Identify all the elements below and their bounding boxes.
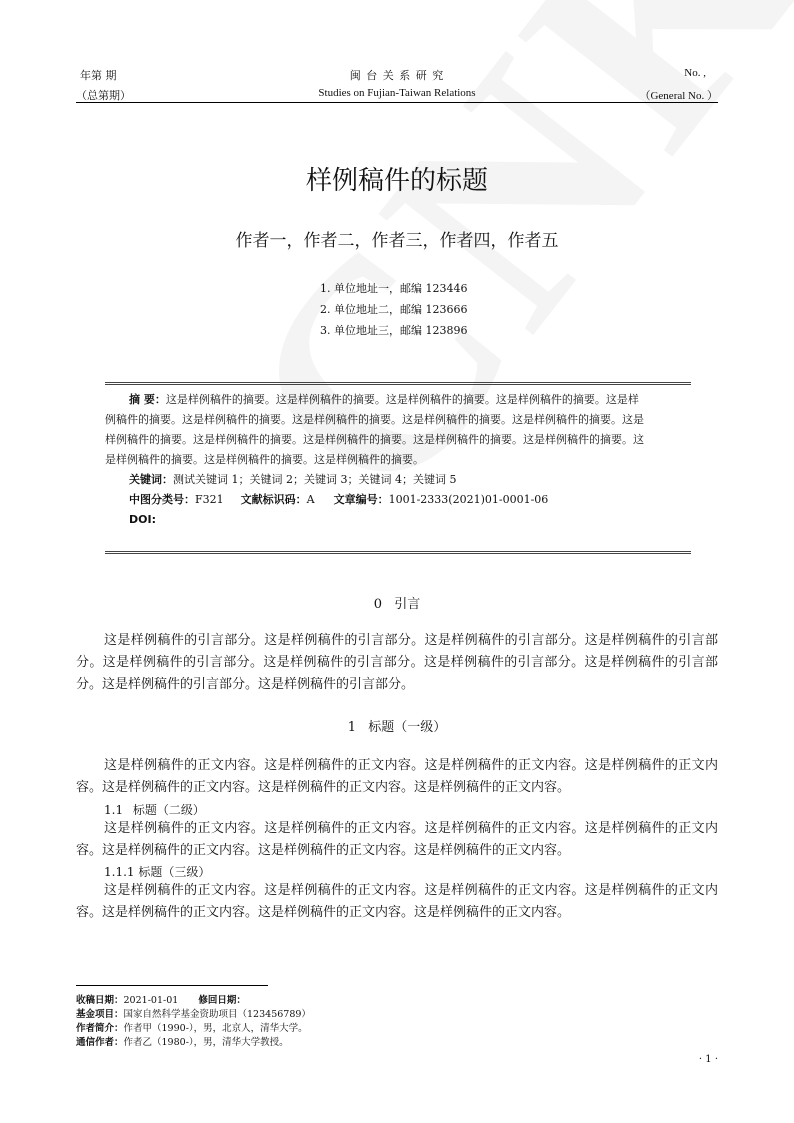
- footnote-bio: [76, 1020, 308, 1034]
- intro-paragraph: 这是样例稿件的引言部分。这是样例稿件的引言部分。这是样例稿件的引言部分。这是样例稿件的引言部分。这是样例稿件的引言部分。这是样例稿件的引言部分。这是样例稿件的引言部分。这是样例稿件的引言部分。这是样例稿件的引言部分。这是样例稿件的引言部分。: [76, 633, 718, 692]
- header-number: No. ,: [684, 67, 706, 79]
- received-label: 收稿日期：: [76, 995, 124, 1006]
- footnote-rule: [76, 985, 268, 986]
- affiliation-3: 3. 单位地址三，邮编 123896: [320, 324, 468, 337]
- subsection-heading-1-1-1: 1.1.1 标题（三级）: [104, 865, 211, 879]
- section-heading-intro: 0 引言: [373, 597, 421, 612]
- abstract: [105, 390, 691, 530]
- abstract-line-2: 例稿件的摘要。这是样例稿件的摘要。这是样例稿件的摘要。这是样例稿件的摘要。这是样例稿件的摘要。这是: [105, 413, 644, 426]
- clc-label: 中图分类号：: [129, 493, 195, 506]
- corresponding-text: 作者乙（1980-），男，清华大学教授。: [123, 1037, 289, 1048]
- header-rule: [76, 102, 718, 103]
- keywords-label: 关键词：: [129, 473, 173, 486]
- keywords: 测试关键词 1；关键词 2；关键词 3；关键词 4；关键词 5: [173, 473, 457, 486]
- clc-code: F321: [195, 493, 224, 506]
- paper-title: 样例稿件的标题: [305, 166, 488, 196]
- journal-name-en: Studies on Fujian-Taiwan Relations: [318, 87, 476, 99]
- abstract-label: 摘 要：: [129, 393, 166, 406]
- footnote-corresponding: [76, 1034, 289, 1048]
- affiliation-2: 2. 单位地址二，邮编 123666: [320, 303, 468, 316]
- corresponding-label: 通信作者：: [76, 1037, 124, 1048]
- article-number: 1001-2333(2021)01-0001-06: [388, 493, 549, 506]
- page-number: · 1 ·: [698, 1054, 718, 1065]
- journal-name-cn: 闽 台 关 系 研 究: [349, 69, 445, 82]
- abstract-line-3: 样例稿件的摘要。这是样例稿件的摘要。这是样例稿件的摘要。这是样例稿件的摘要。这是样例稿件的摘要。这: [105, 433, 644, 446]
- abstract-line-1: 这是样例稿件的摘要。这是样例稿件的摘要。这是样例稿件的摘要。这是样例稿件的摘要。这是样: [165, 393, 639, 406]
- doc-code: A: [306, 493, 315, 506]
- subsection-heading-1-1: 1.1 标题（二级）: [104, 803, 205, 817]
- article-number-label: 文章编号：: [333, 493, 389, 506]
- bio-text: 作者甲（1990-），男，北京人，清华大学。: [123, 1023, 308, 1034]
- subsection-1-1-1-paragraph: 这是样例稿件的正文内容。这是样例稿件的正文内容。这是样例稿件的正文内容。这是样例稿件的正文内容。这是样例稿件的正文内容。这是样例稿件的正文内容。这是样例稿件的正文内容。: [76, 883, 718, 920]
- fund-text: 国家自然科学基金资助项目（123456789）: [123, 1009, 311, 1020]
- abstract-line-4: 是样例稿件的摘要。这是样例稿件的摘要。这是样例稿件的摘要。: [105, 453, 424, 466]
- doi-label: DOI:: [129, 513, 156, 526]
- revised-label: 修回日期：: [198, 995, 246, 1006]
- header-general-number: （General No. ）: [639, 90, 718, 102]
- footnote-dates: [76, 992, 246, 1006]
- bio-label: 作者简介：: [76, 1023, 124, 1034]
- author-list: 作者一，作者二，作者三，作者四，作者五: [235, 231, 559, 251]
- doc-code-label: 文献标识码：: [240, 493, 307, 506]
- header-issue: 年第 期: [80, 69, 117, 82]
- section-heading-1: 1 标题（一级）: [347, 720, 447, 735]
- subsection-1-1-paragraph: 这是样例稿件的正文内容。这是样例稿件的正文内容。这是样例稿件的正文内容。这是样例稿件的正文内容。这是样例稿件的正文内容。这是样例稿件的正文内容。这是样例稿件的正文内容。: [76, 821, 718, 858]
- footnote-fund: [76, 1006, 311, 1020]
- header-total-issue: （总第期）: [76, 89, 131, 102]
- fund-label: 基金项目：: [76, 1009, 124, 1020]
- section-1-paragraph: 这是样例稿件的正文内容。这是样例稿件的正文内容。这是样例稿件的正文内容。这是样例稿件的正文内容。这是样例稿件的正文内容。这是样例稿件的正文内容。这是样例稿件的正文内容。: [76, 758, 718, 795]
- affiliation-1: 1. 单位地址一，邮编 123446: [320, 282, 468, 295]
- received-date: 2021-01-01: [123, 995, 179, 1006]
